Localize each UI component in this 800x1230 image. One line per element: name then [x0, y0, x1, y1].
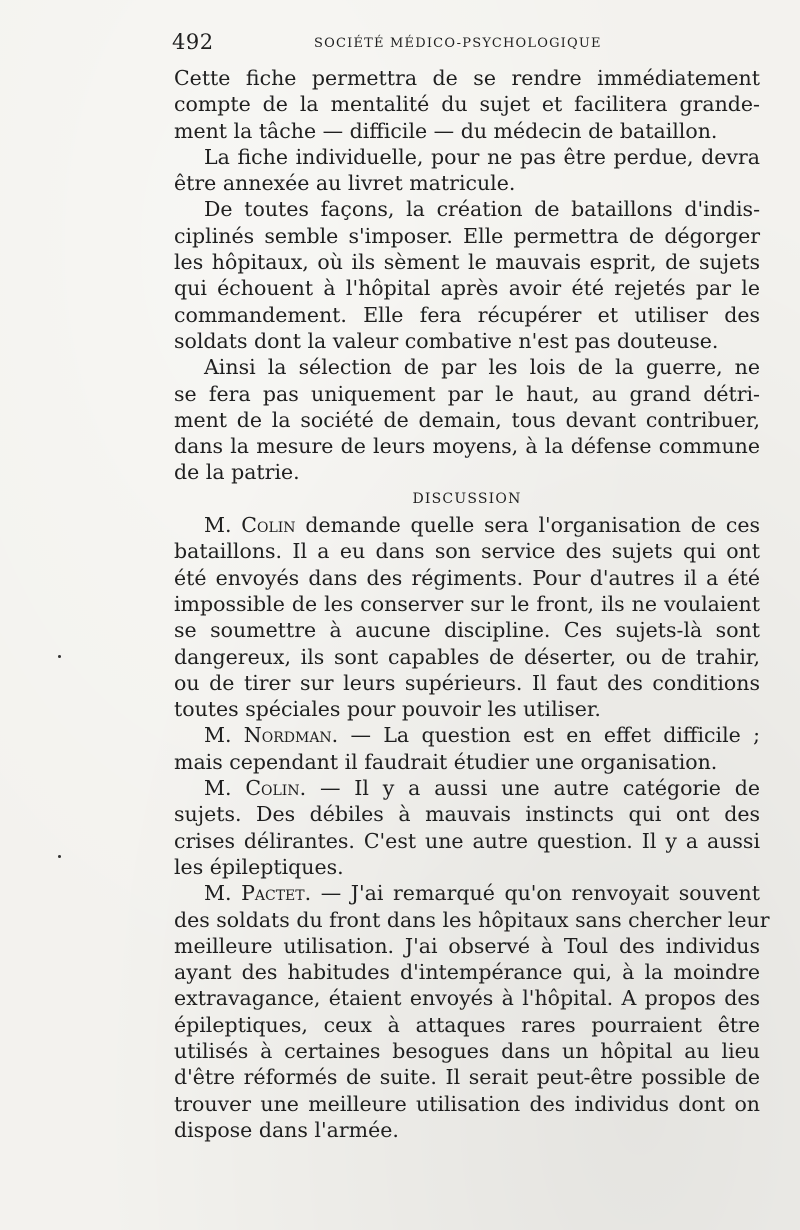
text-line: mais cependant il faudrait étudier une organisation. [174, 749, 718, 774]
text-line: se soumettre à aucune discipline. Ces sujets-là sont [174, 618, 760, 643]
text-line: La fiche individuelle, pour ne pas être perdue, devra [204, 144, 760, 169]
page-header [172, 30, 762, 60]
text-line: compte de la mentalité du sujet et facilitera grande- [174, 92, 760, 117]
text-line: des soldats du front dans les hôpitaux sans chercher leur [174, 907, 770, 932]
speaker-name: M. Colin. [204, 776, 307, 801]
speaker-name: M. Colin [204, 513, 296, 538]
text-line: ment la tâche — difficile — du médecin de bataillon. [174, 118, 718, 143]
text-line: épileptiques, ceux à attaques rares pourraient être [174, 1012, 760, 1037]
speaker-name: M. Nordman. [204, 723, 339, 748]
section-title: DISCUSSION [412, 490, 522, 507]
text-line: se fera pas uniquement par le haut, au grand détri- [174, 381, 760, 406]
text-line: bataillons. Il a eu dans son service des sujets qui ont [174, 539, 760, 564]
speaker-text: — Il y a aussi une autre catégorie de [319, 776, 761, 801]
text-line: été envoyés dans des régiments. Pour d'autres il a été [174, 565, 760, 590]
text-line: toutes spéciales pour pouvoir les utiliser. [174, 697, 601, 722]
text-line: dispose dans l'armée. [174, 1117, 399, 1142]
text-line: ou de tirer sur leurs supérieurs. Il faut des conditions [174, 670, 760, 695]
text-line: qui échouent à l'hôpital après avoir été rejetés par le [174, 276, 760, 301]
running-head: SOCIÉTÉ MÉDICO-PSYCHOLOGIQUE [314, 36, 602, 51]
text-line: les épileptiques. [174, 854, 344, 879]
speaker-text: demande quelle sera l'organisation de ces [305, 513, 760, 538]
text-line: impossible de les conserver sur le front, ils ne voulaient [174, 591, 760, 616]
text-line: de la patrie. [174, 460, 300, 485]
text-line: commandement. Elle fera récupérer et utiliser des [174, 302, 760, 327]
text-line: soldats dont la valeur combative n'est pas douteuse. [174, 328, 719, 353]
text-line: extravagance, étaient envoyés à l'hôpital. A propos des [174, 986, 760, 1011]
speaker-text: — J'ai remarqué qu'on renvoyait souvent [320, 881, 760, 906]
text-line: dans la mesure de leurs moyens, à la défense commune [174, 434, 760, 459]
text-line: les hôpitaux, où ils sèment le mauvais esprit, de sujets [174, 250, 760, 275]
text-line: utilisés à certaines besogues dans un hôpital au lieu [174, 1038, 760, 1063]
text-line: Cette fiche permettra de se rendre immédiatement [174, 66, 760, 90]
text-line: crises délirantes. C'est une autre question. Il y a aussi [174, 828, 760, 853]
speaker-name: M. Pactet. [204, 881, 312, 906]
text-line: De toutes façons, la création de bataillons d'indis- [204, 197, 760, 222]
speaker-line [174, 880, 760, 906]
paper-speck [58, 655, 61, 658]
text-line: d'être réformés de suite. Il serait peut-être possible de [174, 1065, 760, 1090]
speaker-line [174, 775, 760, 801]
text-line: ciplinés semble s'imposer. Elle permettra de dégorger [174, 223, 760, 248]
speaker-line [174, 722, 760, 748]
text-line: trouver une meilleure utilisation des individus dont on [174, 1091, 760, 1116]
text-line: sujets. Des débiles à mauvais instincts qui ont des [174, 802, 760, 827]
paper-speck [58, 855, 61, 858]
text-line: ayant des habitudes d'intempérance qui, à la moindre [174, 960, 760, 985]
text-line: être annexée au livret matricule. [174, 171, 516, 196]
text-line: ment de la société de demain, tous devant contribuer, [174, 407, 760, 432]
page-body [174, 65, 770, 1143]
text-line: dangereux, ils sont capables de déserter, ou de trahir, [174, 644, 760, 669]
text-line: Ainsi la sélection de par les lois de la guerre, ne [204, 355, 760, 380]
page-number: 492 [172, 30, 214, 54]
speaker-text: — La question est en effet difficile ; [350, 723, 760, 748]
text-line: meilleure utilisation. J'ai observé à Toul des individus [174, 933, 760, 958]
speaker-line [174, 512, 760, 538]
